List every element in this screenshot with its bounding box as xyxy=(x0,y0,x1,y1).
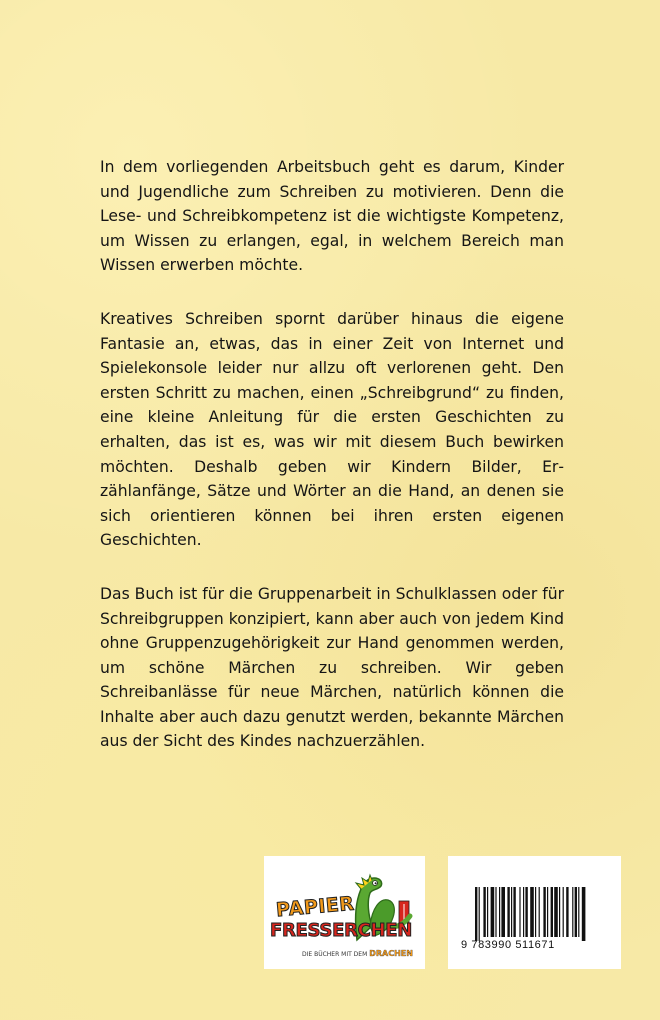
blurb-paragraph-3: Das Buch ist für die Gruppenarbeit in Schulklassen oder für Schreibgruppen konzipiert, kann aber auch von jedem Kind ohne Gruppenzugehörigkeit zur Hand genommen werden, um schöne Märchen zu schreiben. Wir geben Schreibanlässe für neue Märchen, natürlich können die Inhalte aber auch dazu genutzt werden, bekannte Märchen aus der Sicht des Kindes nachzuerzählen. xyxy=(100,584,564,751)
publisher-logo-tagline-prefix: DIE BÜCHER MIT DEM xyxy=(302,951,368,958)
barcode-icon xyxy=(448,856,621,969)
blurb-paragraph-2: Kreatives Schreiben spornt darüber hinaus die eigene Fantasie an, etwas, das in einer Zeit von Internet und Spielekonsole leider nur allzu oft verlorenen geht. Den ersten Schritt zu machen, einen „Schreibgrund“ zu finden, eine kleine Anleitung für die ersten Geschichten zu erhalten, das ist es, was wir mit diesem Buch bewirken möchten. Deshalb geben wir Kindern Bilder, Erzählanfänge, Sätze und Wörter an die Hand, an denen sie sich orientieren können bei ihren ersten eigenen Geschichten. xyxy=(100,309,564,550)
barcode-digits: 9 783990 511671 xyxy=(461,939,555,951)
isbn-barcode xyxy=(448,856,621,969)
publisher-logo-line1: PAPIER xyxy=(275,892,356,922)
publisher-logo-line2: FRESSERCHEN xyxy=(270,920,413,941)
blurb-paragraph-1: In dem vorliegenden Arbeitsbuch geht es darum, Kinder und Jugendliche zum Schreiben zu motivieren. Denn die Lese- und Schreibkompetenz ist die wichtigste Kompetenz, um Wissen zu erlangen, egal, in welchem Bereich man Wissen erwerben möchte. xyxy=(100,158,564,275)
publisher-logo-tagline-highlight: DRACHEN xyxy=(369,949,413,958)
publisher-logo xyxy=(264,856,425,969)
back-cover-blurb xyxy=(100,155,564,783)
publisher-logo-tagline xyxy=(302,949,413,958)
